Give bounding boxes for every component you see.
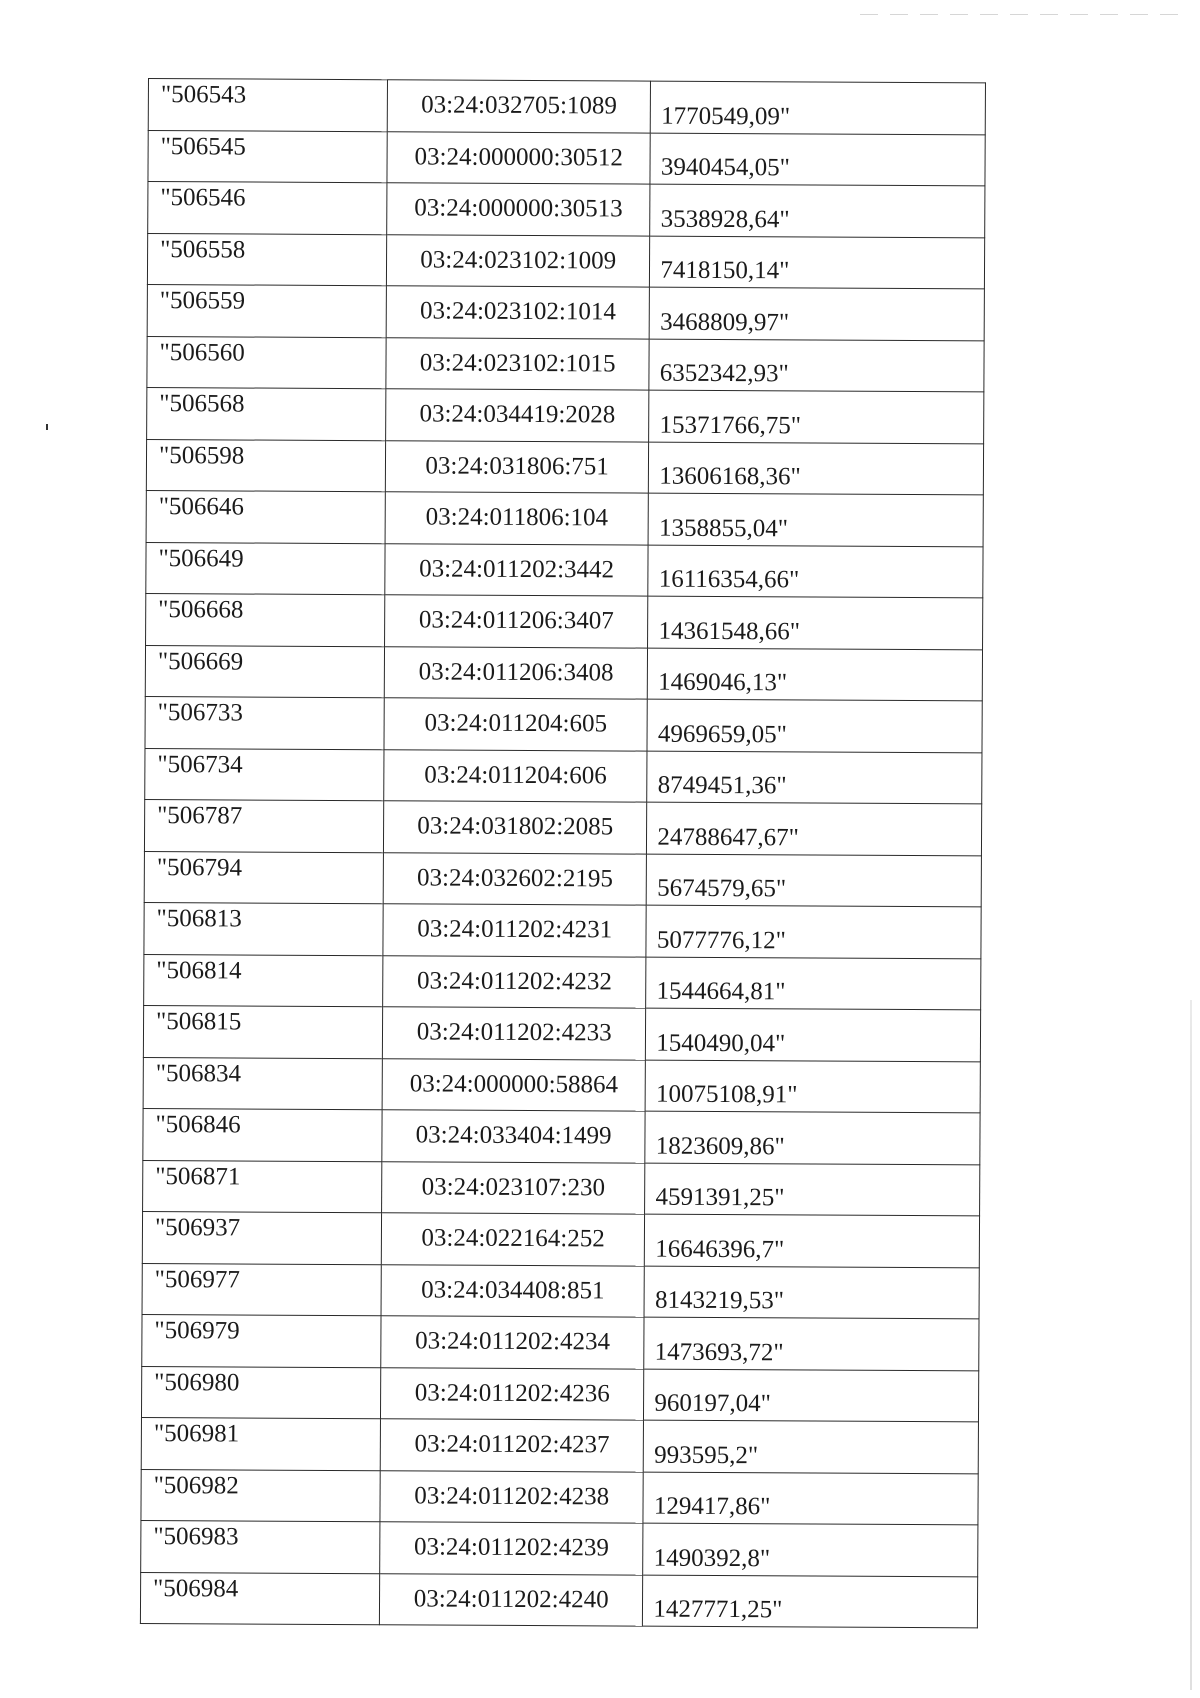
record-id-cell: "506794: [144, 851, 383, 904]
value-cell: 1469046,13": [648, 648, 983, 701]
data-table-container: [140, 78, 986, 1628]
table-row: [147, 336, 984, 392]
table-row: [143, 1160, 980, 1216]
cadastral-number-cell: 03:24:011202:4234: [381, 1316, 645, 1369]
cadastral-number-cell: 03:24:032705:1089: [387, 80, 651, 133]
table-row: [144, 799, 981, 855]
scan-artifact-edge: [1190, 1000, 1192, 1690]
scan-artifact-top: [860, 14, 1180, 15]
cadastral-number-cell: 03:24:011202:4233: [382, 1007, 646, 1060]
value-cell: 10075108,91": [645, 1060, 980, 1113]
record-id-cell: "506787: [144, 799, 383, 852]
record-id-cell: "506598: [146, 439, 385, 492]
table-row: [141, 1520, 978, 1576]
cadastral-number-cell: 03:24:011204:605: [384, 698, 648, 751]
value-cell: 1770549,09": [651, 81, 986, 134]
record-id-cell: "506814: [144, 954, 383, 1007]
cadastral-number-cell: 03:24:034408:851: [381, 1264, 645, 1317]
value-cell: 16646396,7": [645, 1214, 980, 1267]
record-id-cell: "506568: [147, 387, 386, 440]
record-id-cell: "506937: [142, 1211, 381, 1264]
table-row: [145, 696, 982, 752]
table-row: [146, 439, 983, 495]
cadastral-number-cell: 03:24:011202:4238: [380, 1470, 644, 1523]
value-cell: 1823609,86": [645, 1111, 980, 1164]
record-id-cell: "506546: [148, 182, 387, 235]
table-row: [143, 1057, 980, 1113]
record-id-cell: "506734: [145, 748, 384, 801]
value-cell: 1473693,72": [644, 1317, 979, 1370]
table-row: [141, 1366, 978, 1422]
scan-speck: [46, 424, 48, 430]
table-row: [148, 79, 985, 135]
table-row: [146, 490, 983, 546]
value-cell: 1427771,25": [643, 1575, 978, 1628]
record-id-cell: "506560: [147, 336, 386, 389]
cadastral-number-cell: 03:24:033404:1499: [382, 1110, 646, 1163]
cadastral-number-cell: 03:24:011202:4232: [383, 955, 647, 1008]
table-body: [140, 79, 985, 1628]
cadastral-number-cell: 03:24:011202:4236: [380, 1367, 644, 1420]
cadastral-number-cell: 03:24:011204:606: [384, 749, 648, 802]
table-row: [143, 1005, 980, 1061]
cadastral-number-cell: 03:24:023102:1014: [386, 286, 650, 339]
value-cell: 8749451,36": [647, 751, 982, 804]
cadastral-number-cell: 03:24:022164:252: [381, 1213, 645, 1266]
value-cell: 3940454,05": [650, 133, 985, 186]
value-cell: 3468809,97": [650, 287, 985, 340]
record-id-cell: "506983: [141, 1520, 380, 1573]
record-id-cell: "506977: [142, 1263, 381, 1316]
table-row: [142, 1211, 979, 1267]
cadastral-number-cell: 03:24:032602:2195: [383, 852, 647, 905]
value-cell: 1544664,81": [646, 957, 981, 1010]
value-cell: 16116354,66": [648, 545, 983, 598]
cadastral-number-cell: 03:24:023102:1015: [386, 337, 650, 390]
value-cell: 1490392,8": [643, 1523, 978, 1576]
record-id-cell: "506984: [140, 1572, 379, 1625]
record-id-cell: "506543: [148, 79, 387, 132]
record-id-cell: "506846: [143, 1108, 382, 1161]
table-row: [147, 233, 984, 289]
table-row: [145, 645, 982, 701]
value-cell: 24788647,67": [647, 802, 982, 855]
value-cell: 1540490,04": [646, 1008, 981, 1061]
table-row: [141, 1469, 978, 1525]
table-row: [145, 748, 982, 804]
value-cell: 1358855,04": [648, 493, 983, 546]
value-cell: 13606168,36": [649, 442, 984, 495]
cadastral-number-cell: 03:24:011206:3408: [384, 646, 648, 699]
table-row: [148, 130, 985, 186]
table-row: [148, 182, 985, 238]
record-id-cell: "506668: [146, 593, 385, 646]
cadastral-number-cell: 03:24:000000:30512: [387, 131, 651, 184]
table-row: [144, 902, 981, 958]
record-id-cell: "506558: [147, 233, 386, 286]
cadastral-number-cell: 03:24:023107:230: [382, 1161, 646, 1214]
table-row: [147, 284, 984, 340]
table-row: [147, 387, 984, 443]
record-id-cell: "506981: [141, 1417, 380, 1470]
record-id-cell: "506980: [141, 1366, 380, 1419]
table-row: [142, 1263, 979, 1319]
record-id-cell: "506733: [145, 696, 384, 749]
cadastral-number-cell: 03:24:011202:4240: [379, 1573, 643, 1626]
cadastral-number-cell: 03:24:031802:2085: [383, 801, 647, 854]
cadastral-number-cell: 03:24:000000:58864: [382, 1058, 646, 1111]
cadastral-number-cell: 03:24:011202:4237: [380, 1419, 644, 1472]
cadastral-number-cell: 03:24:011202:4239: [380, 1522, 644, 1575]
table-row: [144, 954, 981, 1010]
cadastral-number-cell: 03:24:023102:1009: [386, 234, 650, 287]
record-id-cell: "506834: [143, 1057, 382, 1110]
table-row: [140, 1572, 977, 1628]
record-id-cell: "506982: [141, 1469, 380, 1522]
value-cell: 6352342,93": [649, 339, 984, 392]
value-cell: 15371766,75": [649, 390, 984, 443]
table-row: [142, 1314, 979, 1370]
cadastral-number-cell: 03:24:031806:751: [385, 440, 649, 493]
cadastral-number-cell: 03:24:011202:3442: [385, 543, 649, 596]
table-row: [146, 542, 983, 598]
record-id-cell: "506649: [146, 542, 385, 595]
record-id-cell: "506813: [144, 902, 383, 955]
cadastral-number-cell: 03:24:011806:104: [385, 492, 649, 545]
table-row: [143, 1108, 980, 1164]
record-id-cell: "506815: [143, 1005, 382, 1058]
value-cell: 14361548,66": [648, 596, 983, 649]
value-cell: 4591391,25": [645, 1163, 980, 1216]
record-id-cell: "506545: [148, 130, 387, 183]
data-table: [140, 78, 986, 1628]
record-id-cell: "506559: [147, 284, 386, 337]
record-id-cell: "506979: [142, 1314, 381, 1367]
cadastral-number-cell: 03:24:034419:2028: [386, 389, 650, 442]
value-cell: 960197,04": [644, 1369, 979, 1422]
table-row: [144, 851, 981, 907]
table-row: [141, 1417, 978, 1473]
value-cell: 129417,86": [643, 1472, 978, 1525]
value-cell: 5077776,12": [646, 905, 981, 958]
value-cell: 8143219,53": [644, 1266, 979, 1319]
record-id-cell: "506646: [146, 490, 385, 543]
value-cell: 4969659,05": [647, 699, 982, 752]
record-id-cell: "506669: [145, 645, 384, 698]
cadastral-number-cell: 03:24:011202:4231: [383, 904, 647, 957]
record-id-cell: "506871: [143, 1160, 382, 1213]
value-cell: 3538928,64": [650, 184, 985, 237]
cadastral-number-cell: 03:24:011206:3407: [385, 595, 649, 648]
value-cell: 7418150,14": [650, 236, 985, 289]
value-cell: 5674579,65": [647, 854, 982, 907]
value-cell: 993595,2": [644, 1420, 979, 1473]
cadastral-number-cell: 03:24:000000:30513: [387, 183, 651, 236]
table-row: [146, 593, 983, 649]
